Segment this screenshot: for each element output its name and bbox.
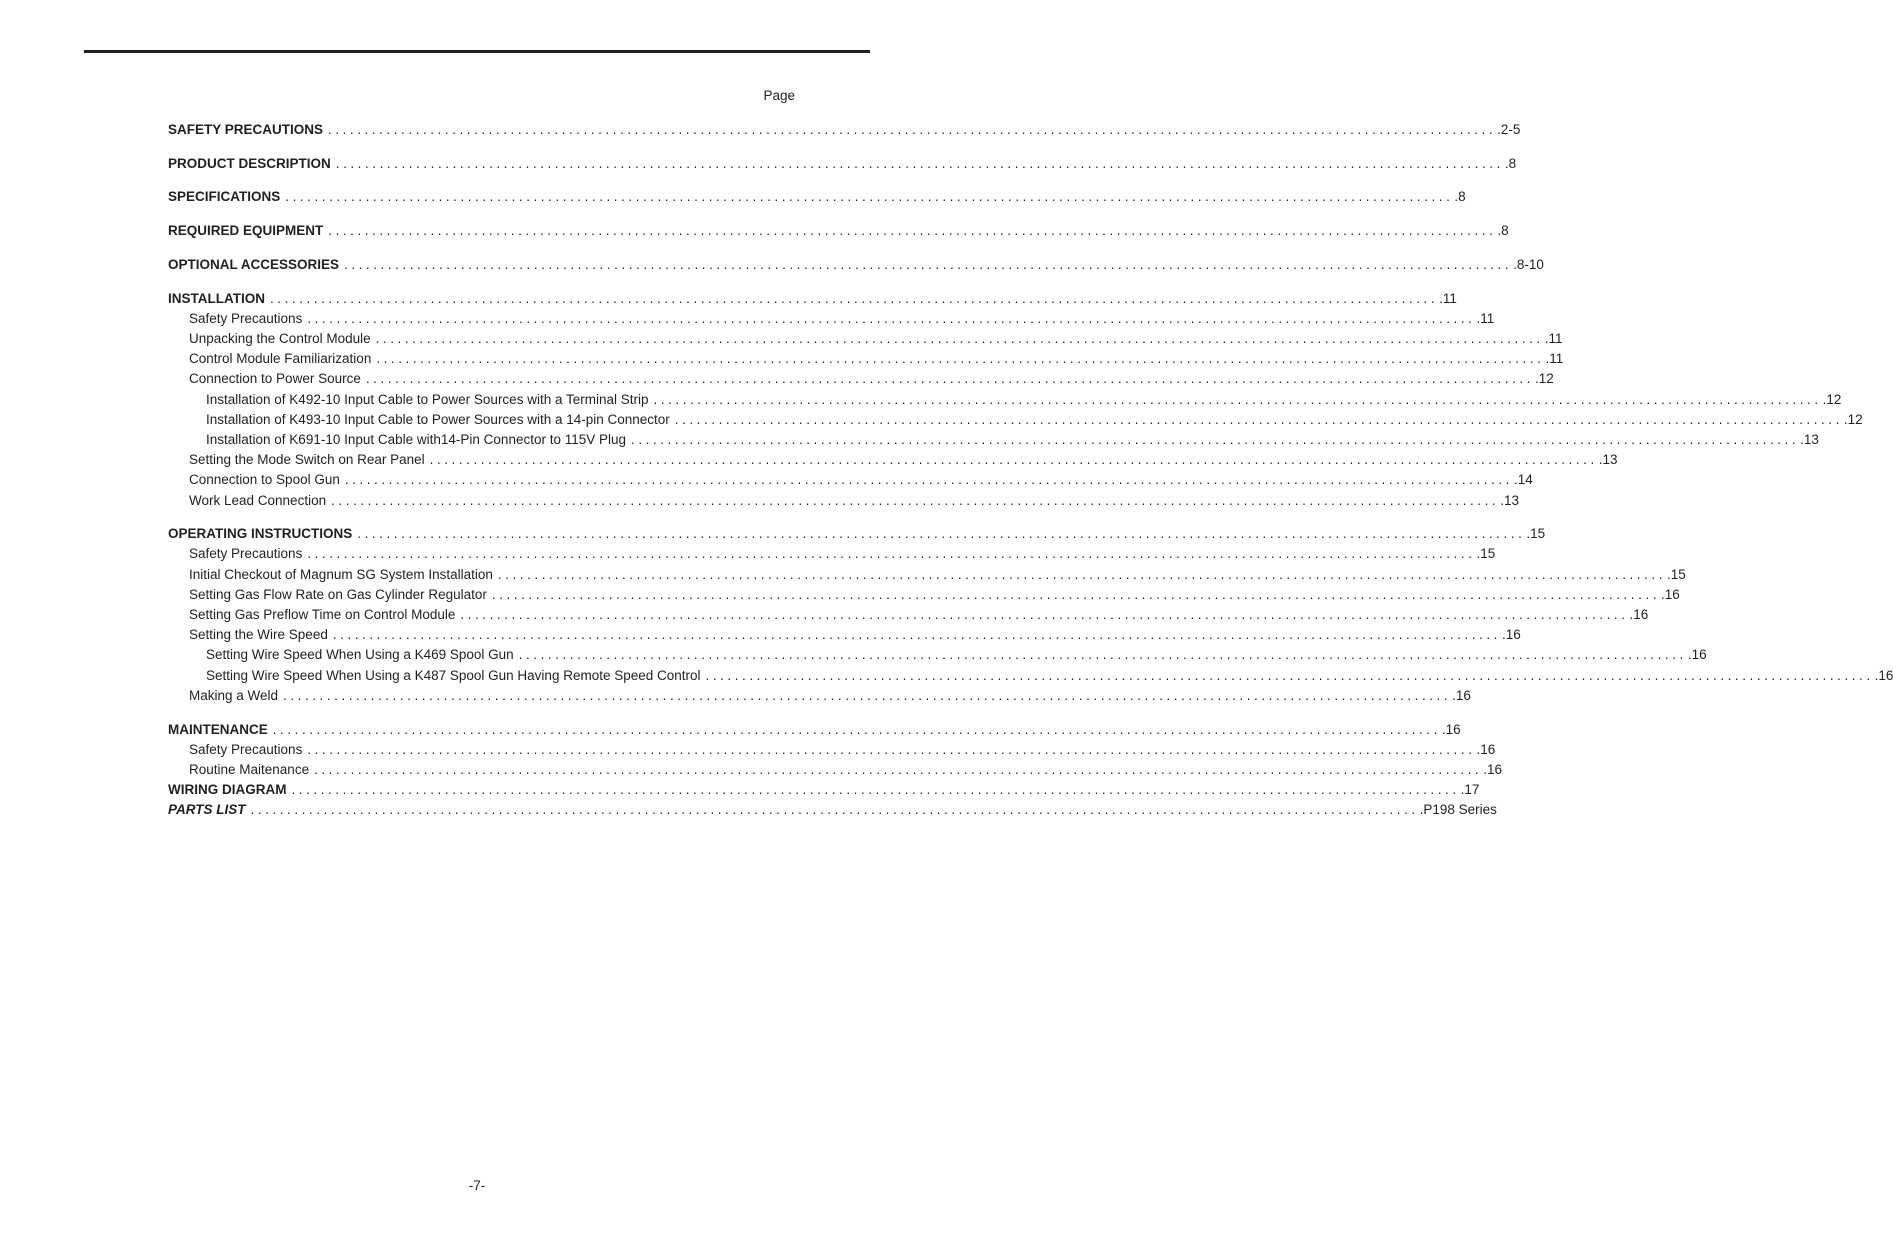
dot-leader: ................................................................................................................................................................ — [491, 586, 1661, 602]
top-rule — [84, 50, 870, 53]
toc-page-number: .15 — [1476, 546, 1496, 562]
toc-entry-k487-spool-gun[interactable] — [168, 666, 1893, 686]
toc-page-number: .13 — [1800, 431, 1819, 447]
toc-entry-optional-accessories[interactable] — [168, 255, 1544, 275]
dot-leader: ................................................................................................................................................................ — [376, 351, 1545, 367]
toc-entry-label: Setting Wire Speed When Using a K469 Spool Gun — [206, 647, 514, 663]
dot-leader: ................................................................................................................................................................ — [497, 566, 1667, 582]
page-column-heading: Page — [763, 88, 795, 103]
toc-page-number: .11 — [1476, 310, 1495, 326]
toc-entry-k493-10[interactable] — [168, 410, 1863, 430]
toc-entry-required-equipment[interactable] — [168, 221, 1509, 241]
toc-page-number: .13 — [1598, 452, 1618, 468]
toc-page-number: .16 — [1661, 586, 1680, 602]
toc-entry-label: Setting Gas Flow Rate on Gas Cylinder Regulator — [189, 586, 487, 602]
toc-entry-label: REQUIRED EQUIPMENT — [168, 223, 324, 239]
toc-entry-label: Connection to Power Source — [189, 371, 361, 387]
dot-leader: ................................................................................................................................................................ — [375, 330, 1544, 346]
toc-entry-label: Unpacking the Control Module — [189, 330, 371, 346]
toc-entry-label: Making a Weld — [189, 687, 279, 703]
toc-entry-label: Setting Wire Speed When Using a K487 Spool Gun Having Remote Speed Control — [206, 667, 701, 683]
dot-leader: ................................................................................................................................................................ — [344, 472, 1513, 488]
dot-leader: ................................................................................................................................................................ — [285, 189, 1454, 205]
toc-entry-label: Safety Precautions — [189, 546, 303, 562]
toc-entry-k469-spool-gun[interactable] — [168, 645, 1707, 665]
toc-entry-label: Control Module Familiarization — [189, 351, 372, 367]
toc-page-number: .11 — [1544, 330, 1563, 346]
toc-entry-label: Safety Precautions — [189, 310, 303, 326]
toc-entry-installation[interactable] — [168, 289, 1457, 309]
dot-leader: ................................................................................................................................................................ — [335, 155, 1504, 171]
toc-page-number: .8 — [1497, 223, 1509, 239]
toc-page-number: .16 — [1441, 721, 1461, 737]
dot-leader: ................................................................................................................................................................ — [344, 256, 1513, 272]
dot-leader: ................................................................................................................................................................ — [631, 431, 1800, 447]
toc-entry-gas-flow-rate[interactable] — [168, 585, 1680, 605]
toc-page-number: .12 — [1843, 411, 1863, 427]
toc-page-number: .16 — [1452, 687, 1471, 703]
dot-leader: ................................................................................................................................................................ — [460, 607, 1629, 623]
toc-page-number: .8 — [1504, 155, 1517, 171]
dot-leader: ................................................................................................................................................................ — [307, 310, 1476, 326]
toc-page-number: .16 — [1476, 741, 1496, 757]
dot-leader: ................................................................................................................................................................ — [270, 290, 1439, 306]
toc-page-number: .8 — [1454, 189, 1466, 205]
toc-entry-unpacking[interactable] — [168, 329, 1563, 349]
toc-entry-initial-checkout[interactable] — [168, 565, 1686, 585]
toc-entry-installation-safety-precautions[interactable] — [168, 309, 1495, 329]
toc-entry-label: Connection to Spool Gun — [189, 472, 340, 488]
toc-entry-label: PRODUCT DESCRIPTION — [168, 155, 331, 171]
toc-entry-label: Installation of K492-10 Input Cable to Power Sources with a Terminal Strip — [206, 391, 649, 407]
toc-page-number: .15 — [1526, 526, 1546, 542]
toc-entry-label: Setting Gas Preflow Time on Control Module — [189, 607, 456, 623]
toc-entry-work-lead[interactable] — [168, 491, 1519, 511]
toc-page-number: .11 — [1439, 290, 1457, 306]
toc-page-number: .16 — [1687, 647, 1707, 663]
toc-entry-label: Installation of K493-10 Input Cable to Power Sources with a 14-pin Connector — [206, 411, 670, 427]
dot-leader: ................................................................................................................................................................ — [365, 371, 1534, 387]
toc-entry-label: Routine Maitenance — [189, 761, 310, 777]
toc-entry-operating-safety-precautions[interactable] — [168, 544, 1496, 564]
toc-entry-wiring-diagram[interactable] — [168, 780, 1480, 800]
dot-leader: ................................................................................................................................................................ — [653, 391, 1822, 407]
toc-entry-routine-maintenance[interactable] — [168, 760, 1502, 780]
toc-page-number: .8-10 — [1513, 256, 1544, 272]
toc-entry-label: INSTALLATION — [168, 290, 265, 306]
toc-entry-label: Safety Precautions — [189, 741, 303, 757]
dot-leader: ................................................................................................................................................................ — [328, 223, 1497, 239]
dot-leader: ................................................................................................................................................................ — [250, 802, 1419, 818]
toc-page-number: .16 — [1483, 761, 1502, 777]
toc-page-number: .14 — [1513, 472, 1533, 488]
table-of-contents — [168, 120, 1893, 821]
toc-page-number: .2-5 — [1497, 122, 1521, 137]
toc-entry-wire-speed[interactable] — [168, 625, 1521, 645]
toc-page-number: .12 — [1822, 391, 1842, 407]
toc-entry-label: SAFETY PRECAUTIONS — [168, 122, 324, 137]
toc-page-number: .16 — [1874, 667, 1893, 683]
dot-leader: ................................................................................................................................................................ — [705, 667, 1874, 683]
dot-leader: ................................................................................................................................................................ — [328, 122, 1497, 137]
dot-leader: ................................................................................................................................................................ — [332, 627, 1501, 643]
toc-entry-label: OPERATING INSTRUCTIONS — [168, 526, 353, 542]
toc-page-number: .11 — [1545, 351, 1564, 367]
toc-entry-mode-switch[interactable] — [168, 450, 1618, 470]
toc-page-number: .17 — [1460, 782, 1480, 798]
toc-entry-k492-10[interactable] — [168, 390, 1842, 410]
toc-entry-specifications[interactable] — [168, 187, 1466, 207]
dot-leader: ................................................................................................................................................................ — [429, 452, 1598, 468]
dot-leader: ................................................................................................................................................................ — [307, 546, 1476, 562]
toc-entry-k691-10[interactable] — [168, 430, 1819, 450]
toc-page-number: .P198 Series — [1419, 802, 1497, 818]
toc-entry-operating-instructions[interactable] — [168, 524, 1546, 544]
toc-entry-label: OPTIONAL ACCESSORIES — [168, 256, 340, 272]
toc-page-number: .13 — [1500, 492, 1519, 508]
toc-entry-maintenance[interactable] — [168, 720, 1461, 740]
toc-page-number: .15 — [1667, 566, 1686, 582]
toc-entry-label: Work Lead Connection — [189, 492, 327, 508]
dot-leader: ................................................................................................................................................................ — [331, 492, 1500, 508]
toc-entry-label: Installation of K691-10 Input Cable with14-Pin Connector to 115V Plug — [206, 431, 627, 447]
toc-page-number: .16 — [1501, 627, 1521, 643]
dot-leader: ................................................................................................................................................................ — [357, 526, 1526, 542]
toc-page-number: .16 — [1629, 607, 1649, 623]
toc-entry-safety-precautions[interactable] — [168, 120, 1521, 140]
toc-entry-label: WIRING DIAGRAM — [168, 782, 287, 798]
dot-leader: ................................................................................................................................................................ — [518, 647, 1687, 663]
toc-entry-label: Setting the Wire Speed — [189, 627, 328, 643]
toc-entry-label: PARTS LIST — [168, 802, 246, 818]
dot-leader: ................................................................................................................................................................ — [291, 782, 1460, 798]
toc-entry-label: Setting the Mode Switch on Rear Panel — [189, 452, 425, 468]
toc-entry-making-a-weld[interactable] — [168, 686, 1471, 706]
dot-leader: ................................................................................................................................................................ — [674, 411, 1843, 427]
dot-leader: ................................................................................................................................................................ — [307, 741, 1476, 757]
toc-entry-maintenance-safety-precautions[interactable] — [168, 740, 1496, 760]
toc-entry-label: MAINTENANCE — [168, 721, 268, 737]
dot-leader: ................................................................................................................................................................ — [272, 721, 1441, 737]
dot-leader: ................................................................................................................................................................ — [314, 761, 1483, 777]
toc-entry-label: SPECIFICATIONS — [168, 189, 281, 205]
page-number: -7- — [468, 1178, 486, 1193]
toc-entry-gas-preflow[interactable] — [168, 605, 1649, 625]
toc-entry-connection-power-source[interactable] — [168, 369, 1554, 389]
toc-entry-label: Initial Checkout of Magnum SG System Installation — [189, 566, 493, 582]
dot-leader: ................................................................................................................................................................ — [283, 687, 1452, 703]
toc-entry-product-description[interactable] — [168, 154, 1517, 174]
toc-entry-connection-spool-gun[interactable] — [168, 470, 1533, 490]
toc-page-number: .12 — [1534, 371, 1554, 387]
toc-entry-familiarization[interactable] — [168, 349, 1564, 369]
toc-entry-parts-list[interactable] — [168, 800, 1497, 820]
